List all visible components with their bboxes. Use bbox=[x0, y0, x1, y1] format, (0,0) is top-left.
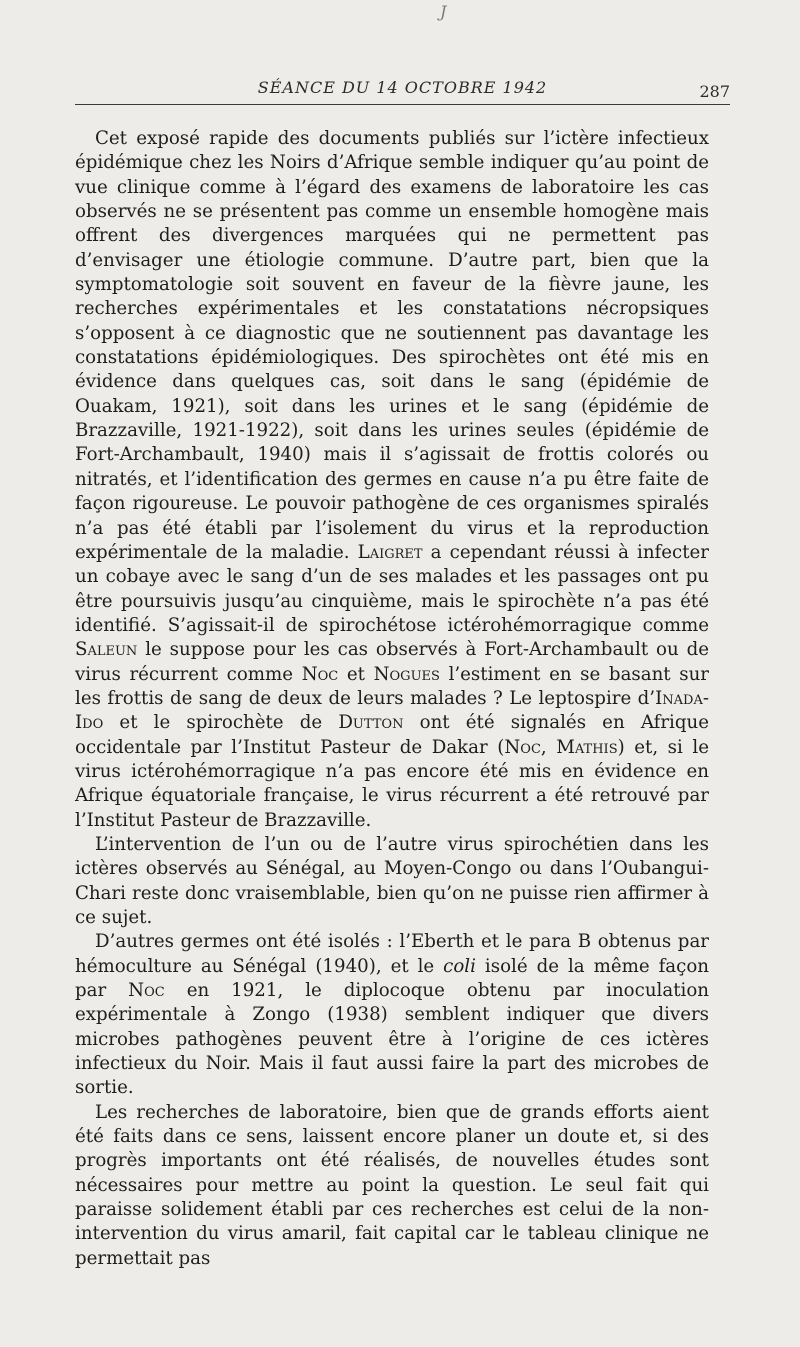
text-run: ont été signalés en Afrique occidentale par l’Institut Pasteur de Dakar ( bbox=[75, 712, 709, 758]
italic-term: coli bbox=[443, 955, 476, 977]
author-name: Noc bbox=[128, 980, 165, 1002]
text-run: ) et, si le virus ictérohémorragique n’a pas encore été mis en évidence en Afrique équatoriale française, le virus récurrent a été retrouvé par l’Institut Pasteur de Brazzaville. bbox=[75, 736, 709, 831]
text-run: a cependant réussi à infecter un cobaye avec le sang d’un de ses malades et les passages ont pu être poursuivis jusqu’au cinquième, mais le spirochète n’a pas été identifié. S’agissait-il de spirochétose ictérohémorragique comme bbox=[75, 541, 709, 636]
author-name: Laigret bbox=[357, 541, 423, 563]
margin-mark: J bbox=[440, 2, 447, 21]
paragraph-1 bbox=[75, 127, 709, 833]
text-run: et bbox=[338, 663, 374, 685]
author-name: Dutton bbox=[338, 712, 404, 734]
text-run: L’intervention de l’un ou de l’autre virus spirochétien dans les ictères observés au Sénégal, au Moyen-Congo ou dans l’Oubangui-Chari reste donc vraisemblable, bien qu’on ne puisse rien affirmer à ce sujet. bbox=[75, 833, 709, 928]
page-number: 287 bbox=[699, 82, 730, 101]
author-name: Saleun bbox=[75, 639, 138, 661]
text-run: le suppose pour les cas observés à Fort-Archambault ou de virus récurrent comme bbox=[75, 639, 709, 685]
running-head: SÉANCE DU 14 OCTOBRE 1942 bbox=[257, 78, 548, 97]
author-name: Inada-Ido bbox=[75, 687, 709, 734]
author-name: Noc bbox=[504, 736, 541, 758]
text-run: , bbox=[540, 736, 557, 758]
author-name: Noc bbox=[301, 663, 339, 685]
paragraph-2 bbox=[75, 833, 709, 930]
paragraph-3 bbox=[75, 930, 709, 1100]
body-text bbox=[75, 127, 709, 1271]
text-run: en 1921, le diplocoque obtenu par inoculation expérimentale à Zongo (1938) semblent indiquer que divers microbes pathogènes peuvent être à l’origine de ces ictères infectieux du Noir. Mais il faut aussi faire la part des microbes de sortie. bbox=[75, 980, 709, 1099]
text-run: D’autres germes ont été isolés : l’Eberth et le para B obtenus par hémoculture au Sénégal (1940), et le bbox=[75, 931, 709, 977]
text-run: Les recherches de laboratoire, bien que de grands efforts aient été faits dans ce sens, laissent encore planer un doute et, si des progrès importants ont été réalisés, de nouvelles études sont nécessaires pour mettre au point la question. Le seul fait qui paraisse solidement établi par ces recherches est celui de la non-intervention du virus amaril, fait capital car le tableau clinique ne permettait pas bbox=[75, 1101, 709, 1269]
author-name: Mathis bbox=[556, 736, 618, 758]
author-name: Nogues bbox=[373, 663, 440, 685]
paragraph-4 bbox=[75, 1101, 709, 1271]
text-run: et le spirochète de bbox=[103, 712, 339, 734]
page-header bbox=[75, 78, 730, 105]
text-run: isolé de la même façon par bbox=[75, 955, 709, 1002]
text-run: Cet exposé rapide des documents publiés sur l’ictère infectieux épidémique chez les Noirs d’Afrique semble indiquer qu’au point de vue clinique comme à l’égard des examens de laboratoire les cas observés ne se présentent pas comme un ensemble homogène mais offrent des divergences marquées qui ne permettent pas d’envisager une étiologie commune. D’autre part, bien que la symptomatologie soit souvent en faveur de la fièvre jaune, les recherches expérimentales et les constatations nécropsiques s’opposent à ce diagnostic que ne soutiennent pas davantage les constatations épidémiologiques. Des spirochètes ont été mis en évidence dans quelques cas, soit dans le sang (épidémie de Ouakam, 1921), soit dans les urines et le sang (épidémie de Brazzaville, 1921-1922), soit dans les urines seules (épidémie de Fort-Archambault, 1940) mais il s’agissait de frottis colorés ou nitratés, et l’identification des germes en cause n’a pu être faite de façon rigoureuse. Le pouvoir pathogène de ces organismes spiralés n’a pas été établi par l’isolement du virus et la reproduction expérimentale de la maladie. bbox=[75, 128, 709, 563]
text-run: l’estiment en se basant sur les frottis de sang de deux de leurs malades ? Le leptospire d’ bbox=[75, 663, 710, 709]
